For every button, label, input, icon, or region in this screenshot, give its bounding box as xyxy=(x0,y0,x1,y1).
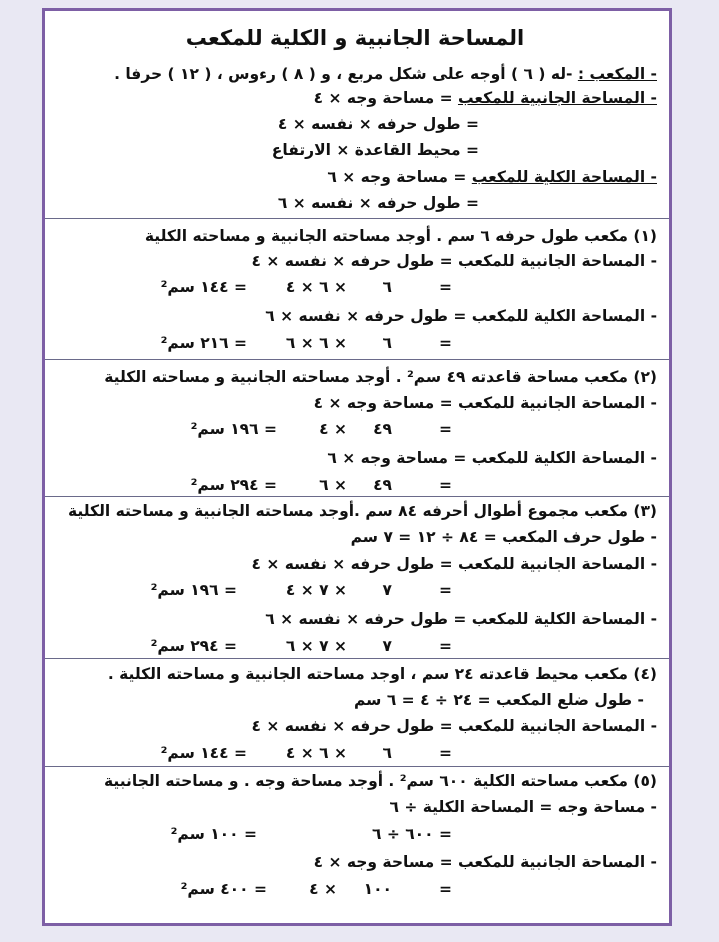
lateral-area-definition xyxy=(53,87,657,109)
value: ٤٩ xyxy=(373,476,392,494)
value: ٧ xyxy=(382,637,392,655)
divider xyxy=(45,766,669,767)
lateral-formula-3: = محيط القاعدة × الارتفاع xyxy=(271,141,479,159)
value: ١٠٠ xyxy=(363,880,392,898)
eq-sign: = xyxy=(439,744,452,762)
lateral-formula-2: = طول حرفه × نفسه × ٤ xyxy=(277,115,479,133)
value: × ٦ × ٤ xyxy=(285,744,347,762)
eq-sign: = xyxy=(439,334,452,352)
worksheet-frame xyxy=(42,8,672,926)
page-title: المساحة الجانبية و الكلية للمكعب xyxy=(185,26,525,50)
total-area-definition xyxy=(53,166,657,188)
value: × ٦ × ٦ xyxy=(285,334,347,352)
value: × ٤ xyxy=(309,880,337,898)
example-5-line-0: - مساحة وجه = المساحة الكلية ÷ ٦ xyxy=(389,798,657,816)
example-4-question: (٤) مكعب محيط قاعدته ٢٤ سم ، اوجد مساحته الجانبية و مساحته الكلية . xyxy=(107,665,657,683)
value: × ٧ × ٤ xyxy=(285,581,347,599)
result: = ١٩٦ سم² xyxy=(190,420,277,438)
example-2-question: (٢) مكعب مساحة قاعدته ٤٩ سم² . أوجد مساحته الجانبية و مساحته الكلية xyxy=(104,368,657,386)
example-2-line-1: - المساحة الجانبية للمكعب = مساحة وجه × ٤ xyxy=(313,394,657,412)
example-5-line-2: - المساحة الجانبية للمكعب = مساحة وجه × ٤ xyxy=(313,853,657,871)
result: = ٢١٦ سم² xyxy=(160,334,247,352)
example-1-question: (١) مكعب طول حرفه ٦ سم . أوجد مساحته الجانبية و مساحته الكلية xyxy=(144,227,657,245)
value: ٦ xyxy=(382,744,392,762)
eq-sign: = xyxy=(439,420,452,438)
eq-sign: = xyxy=(439,581,452,599)
cube-label: - المكعب : xyxy=(577,65,657,83)
example-2-line-3: - المساحة الكلية للمكعب = مساحة وجه × ٦ xyxy=(327,449,657,467)
divider xyxy=(45,658,669,659)
worksheet-page xyxy=(45,11,669,923)
result: = ٤٠٠ سم² xyxy=(180,880,267,898)
example-1-line-3: - المساحة الكلية للمكعب = طول حرفه × نفسه × ٦ xyxy=(265,307,657,325)
eq-sign: = xyxy=(439,476,452,494)
eq-sign: = xyxy=(439,637,452,655)
total-formula-2: = طول حرفه × نفسه × ٦ xyxy=(277,194,479,212)
example-3-line-3: - المساحة الكلية للمكعب = طول حرفه × نفسه × ٦ xyxy=(265,610,657,628)
value: ٧ xyxy=(382,581,392,599)
example-4-line-1: - المساحة الجانبية للمكعب = طول حرفه × نفسه × ٤ xyxy=(251,717,657,735)
cube-description: -له ( ٦ ) أوجه على شكل مربع ، و ( ٨ ) رءوس ، ( ١٢ ) حرفا . xyxy=(114,65,578,83)
eq-sign: = xyxy=(439,278,452,296)
value: ٦ xyxy=(382,334,392,352)
example-3-line-1: - المساحة الجانبية للمكعب = طول حرفه × نفسه × ٤ xyxy=(251,555,657,573)
example-1-line-1: - المساحة الجانبية للمكعب = طول حرفه × نفسه × ٤ xyxy=(251,252,657,270)
cube-definition xyxy=(53,63,657,85)
divider xyxy=(45,496,669,497)
example-3-line-0: - طول حرف المكعب = ٨٤ ÷ ١٢ = ٧ سم xyxy=(350,528,657,546)
total-area-label: - المساحة الكلية للمكعب xyxy=(471,168,657,186)
result: = ٢٩٤ سم² xyxy=(190,476,277,494)
lateral-area-label: - المساحة الجانبية للمكعب xyxy=(457,89,657,107)
value: × ٦ × ٤ xyxy=(285,278,347,296)
value: × ٧ × ٦ xyxy=(285,637,347,655)
example-4-line-0: - طول ضلع المكعب = ٢٤ ÷ ٤ = ٦ سم xyxy=(354,691,644,709)
example-3-question: (٣) مكعب مجموع أطوال أحرفه ٨٤ سم .أوجد مساحته الجانبية و مساحته الكلية xyxy=(68,502,657,520)
result: = ١٩٦ سم² xyxy=(150,581,237,599)
example-5-question: (٥) مكعب مساحته الكلية ٦٠٠ سم² . أوجد مساحة وجه . و مساحته الجانبية xyxy=(104,772,657,790)
divider xyxy=(45,359,669,360)
value: × ٦ xyxy=(319,476,347,494)
value: ٦ xyxy=(382,278,392,296)
value: ٤٩ xyxy=(373,420,392,438)
eq-sign: = xyxy=(439,880,452,898)
result: = ٢٩٤ سم² xyxy=(150,637,237,655)
result: = ١٤٤ سم² xyxy=(160,278,247,296)
total-formula-1: = مساحة وجه × ٦ xyxy=(327,168,472,186)
divider xyxy=(45,218,669,219)
value: × ٤ xyxy=(319,420,347,438)
result: = ١٠٠ سم² xyxy=(170,825,257,843)
result: = ١٤٤ سم² xyxy=(160,744,247,762)
computation: = ٦٠٠ ÷ ٦ xyxy=(371,825,452,843)
lateral-formula-1: = مساحة وجه × ٤ xyxy=(313,89,458,107)
